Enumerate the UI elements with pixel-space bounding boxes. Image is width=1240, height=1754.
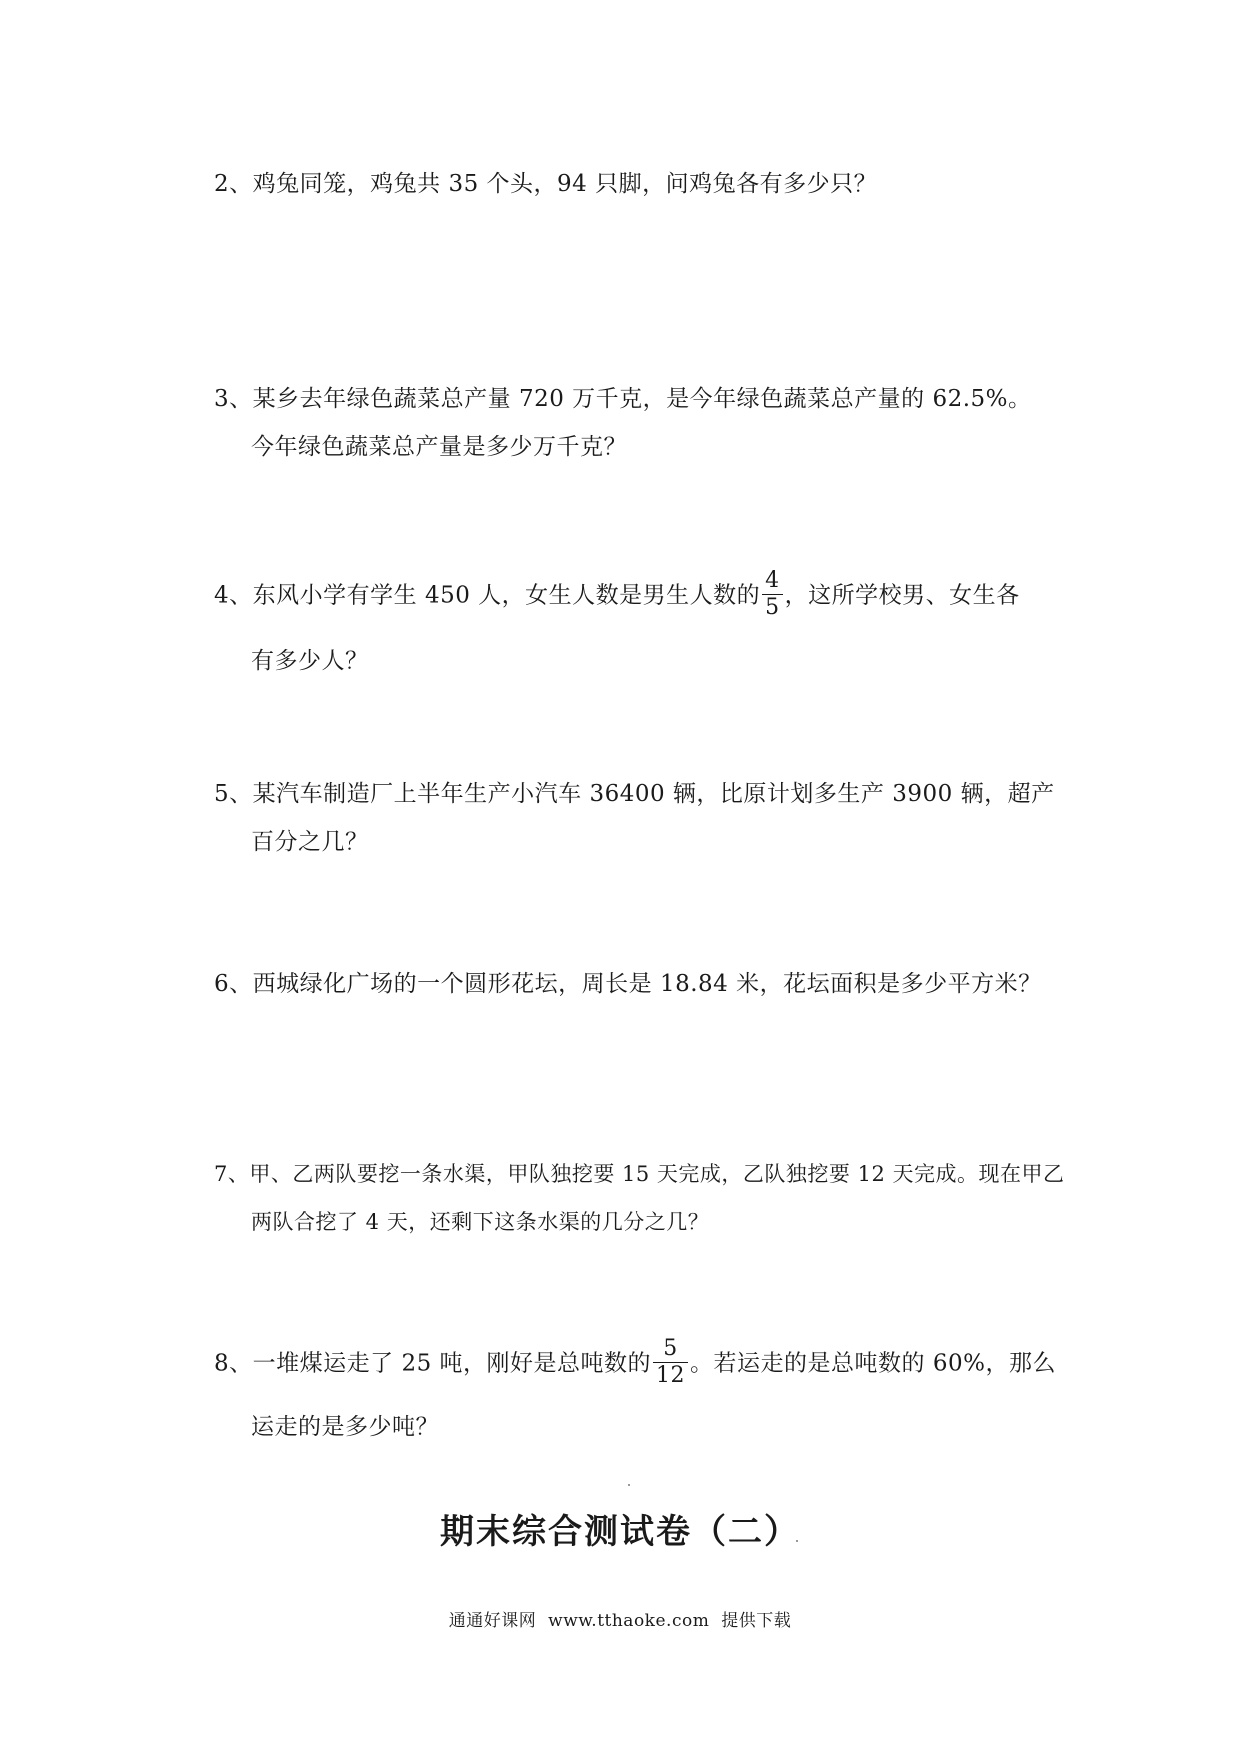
footer-site-name: 通通好课网	[448, 1611, 537, 1631]
problem-6-line-1: 6、西城绿化广场的一个圆形花坛，周长是 18.84 米，花坛面积是多少平方米？	[214, 971, 1042, 997]
section-title: 期末综合测试卷（二）	[440, 1512, 800, 1552]
footer-url[interactable]: www.tthaoke.com	[548, 1611, 710, 1631]
problem-4-text-after-fraction: ，这所学校男、女生各	[784, 582, 1020, 609]
problem-8-text-after-fraction: 。若运走的是总吨数的 60%，那么	[690, 1350, 1056, 1377]
problem-7-line-2: 两队合挖了 4 天，还剩下这条水渠的几分之几？	[251, 1210, 710, 1234]
fraction-4-5	[762, 568, 783, 621]
problem-7-line-1: 7、甲、乙两队要挖一条水渠，甲队独挖要 15 天完成，乙队独挖要 12 天完成。现在甲乙	[214, 1162, 1065, 1186]
scan-speck	[628, 1484, 630, 1486]
problem-4	[214, 570, 1074, 685]
problem-4-text-before-fraction: 4、东风小学有学生 450 人，女生人数是男生人数的	[214, 582, 761, 609]
problem-4-line-2: 有多少人？	[251, 648, 369, 674]
page-footer	[0, 1606, 1240, 1631]
problem-5-line-2: 百分之几？	[251, 829, 369, 855]
fraction-numerator: 5	[663, 1336, 678, 1361]
problem-2-line-1: 2、鸡兔同笼，鸡兔共 35 个头，94 只脚，问鸡兔各有多少只？	[214, 171, 878, 197]
fraction-denominator: 5	[765, 595, 780, 620]
fraction-5-12	[653, 1336, 688, 1389]
problem-3-line-1: 3、某乡去年绿色蔬菜总产量 720 万千克，是今年绿色蔬菜总产量的 62.5%。	[214, 386, 1032, 412]
problem-7	[214, 1150, 1074, 1246]
problem-8-line-1	[214, 1338, 1074, 1391]
fraction-denominator: 12	[656, 1363, 686, 1388]
fraction-numerator: 4	[765, 568, 780, 593]
problem-8-line-2: 运走的是多少吨？	[251, 1414, 439, 1440]
problem-3-line-2: 今年绿色蔬菜总产量是多少万千克？	[251, 434, 627, 460]
problem-5-line-1: 5、某汽车制造厂上半年生产小汽车 36400 辆，比原计划多生产 3900 辆，超产	[214, 781, 1055, 807]
problem-8	[214, 1338, 1074, 1451]
problem-3	[214, 375, 1074, 471]
problem-4-line-1	[214, 570, 1074, 623]
footer-suffix: 提供下载	[721, 1611, 792, 1631]
problem-8-text-before-fraction: 8、一堆煤运走了 25 吨，刚好是总吨数的	[214, 1350, 652, 1377]
problem-2	[214, 160, 1074, 208]
problem-6	[214, 960, 1074, 1008]
problem-5	[214, 770, 1074, 866]
